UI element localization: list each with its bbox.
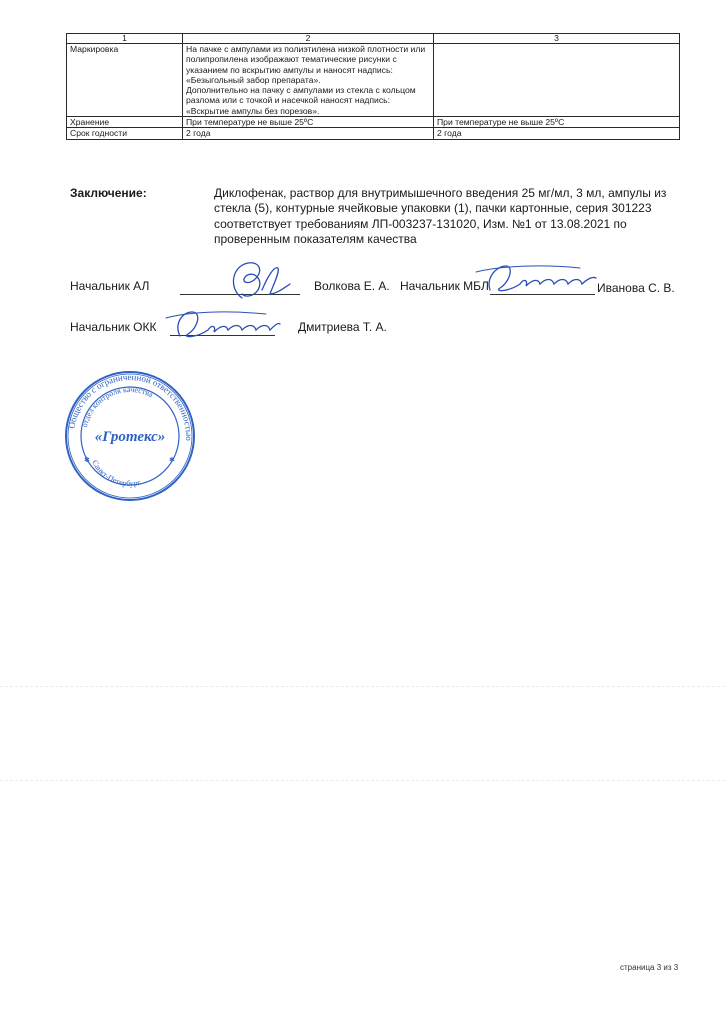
page-number: страница 3 из 3 bbox=[620, 963, 679, 972]
marking-paragraph: На пачке с ампулами из полиэтилена низкой плотности или полипропилена изображают тематические рисунки с указанием по вскрытию ампулы и наносят надпись: «Безыгольный забор препарата». bbox=[186, 44, 426, 85]
marking-text bbox=[183, 44, 434, 117]
row-label: Маркировка bbox=[67, 44, 183, 117]
seal-star-icon: ✱ bbox=[84, 457, 90, 464]
header-cell: 2 bbox=[183, 34, 434, 44]
header-cell: 1 bbox=[67, 34, 183, 44]
scan-fold-line bbox=[0, 686, 725, 687]
marking-requirement bbox=[434, 44, 680, 117]
signer-title-okk: Начальник ОКК bbox=[70, 320, 157, 334]
row-label: Хранение bbox=[67, 117, 183, 128]
table-row bbox=[67, 128, 680, 139]
signer-title-mbl: Начальник МБЛ bbox=[400, 279, 489, 293]
seal-center-text: «Гротекс» bbox=[94, 429, 166, 445]
table-header-row bbox=[67, 34, 680, 44]
handwritten-signature-al bbox=[218, 258, 300, 306]
signer-name-al: Волкова Е. А. bbox=[314, 279, 390, 293]
marking-paragraph: Дополнительно на пачку с ампулами из стекла с кольцом разлома или с точкой и насечкой наносят надпись: «Вскрытие ампулы без порезов». bbox=[186, 85, 416, 116]
row-label: Срок годности bbox=[67, 128, 183, 139]
storage-requirement: При температуре не выше 25ºC bbox=[434, 117, 680, 128]
signer-name-okk: Дмитриева Т. А. bbox=[298, 320, 387, 334]
storage-actual: При температуре не выше 25ºC bbox=[183, 117, 434, 128]
handwritten-signature-okk bbox=[162, 302, 282, 344]
table-row bbox=[67, 44, 680, 117]
signer-name-mbl: Иванова С. В. bbox=[597, 281, 675, 295]
seal-outer-text: Общество с ограниченной ответственностью bbox=[66, 371, 195, 441]
header-cell: 3 bbox=[434, 34, 680, 44]
handwritten-signature-mbl bbox=[470, 258, 600, 298]
spec-table bbox=[66, 33, 680, 140]
signer-title-al: Начальник АЛ bbox=[70, 279, 150, 293]
table-row bbox=[67, 117, 680, 128]
shelf-life-requirement: 2 года bbox=[434, 128, 680, 139]
scan-fold-line bbox=[0, 780, 725, 781]
seal-star-icon: ✱ bbox=[169, 457, 175, 464]
company-seal bbox=[64, 370, 196, 502]
seal-city-text: Санкт-Петербург bbox=[90, 458, 142, 489]
conclusion-text: Диклофенак, раствор для внутримышечного введения 25 мг/мл, 3 мл, ампулы из стекла (5), контурные ячейковые упаковки (1), пачки картонные, серия 301223 соответствует требованиям ЛП-003237-131020, Изм. №1 от 13.08.2021 по проверенным показателям качества bbox=[214, 186, 667, 247]
seal-inner-text: отдел контроля качества bbox=[79, 384, 155, 429]
shelf-life-actual: 2 года bbox=[183, 128, 434, 139]
conclusion-label: Заключение: bbox=[70, 186, 147, 200]
